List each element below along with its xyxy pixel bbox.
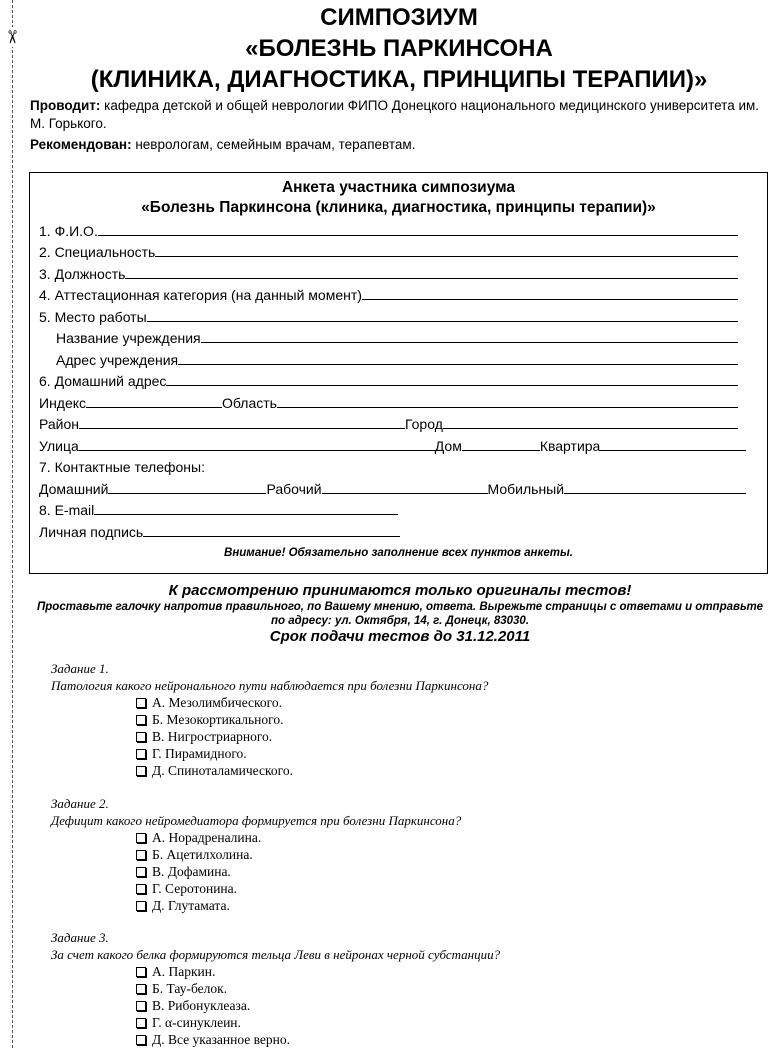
option-label: В. Рибонуклеаза.: [152, 998, 251, 1013]
workplace-label: 5. Место работы: [39, 309, 147, 325]
option-label: В. Дофамина.: [152, 864, 231, 879]
task-options: [136, 694, 751, 779]
task-options: [136, 963, 751, 1048]
answer-option[interactable]: [136, 863, 751, 880]
street-row: [39, 434, 746, 454]
option-label: Д. Все указанное верно.: [152, 1032, 291, 1047]
checkbox-icon[interactable]: [136, 850, 146, 860]
name-label: 1. Ф.И.О.: [39, 223, 98, 239]
home-address-field[interactable]: [39, 369, 738, 389]
specialty-label: 2. Специальность: [39, 244, 156, 260]
institution-address-input-line[interactable]: [178, 364, 738, 365]
task-question: Патология какого нейронального пути наблюдается при болезни Паркинсона?: [51, 678, 489, 693]
answer-option[interactable]: [136, 829, 751, 846]
apartment-label: Квартира: [539, 438, 601, 454]
email-label: 8. E-mail: [39, 502, 95, 518]
phones-heading: [39, 455, 738, 475]
task-question: За счет какого белка формируются тельца Леви в нейронах черной субстанции?: [51, 947, 501, 962]
index-region-row: [39, 391, 738, 411]
city-label: Город: [405, 416, 443, 432]
cut-line: [12, 0, 13, 1048]
option-label: Б. Тау-белок.: [152, 981, 228, 996]
recommended-text: неврологам, семейным врачам, терапевтам.: [131, 137, 416, 152]
task-title: Задание 2.: [51, 796, 109, 811]
task-question: Дефицит какого нейромедиатора формируется при болезни Паркинсона?: [51, 813, 462, 828]
answer-option[interactable]: [136, 846, 751, 863]
position-input-line[interactable]: [125, 278, 738, 279]
phones-row: [39, 477, 746, 497]
home-address-input-line[interactable]: [166, 385, 738, 386]
option-label: Б. Мезокортикального.: [152, 712, 284, 727]
signature-field[interactable]: [39, 520, 400, 540]
task-2: [51, 795, 751, 914]
answer-option[interactable]: [136, 963, 751, 980]
institution-address-label: Адрес учреждения: [56, 352, 179, 368]
option-label: Д. Глутамата.: [152, 898, 230, 913]
category-field[interactable]: [39, 283, 738, 303]
answer-option[interactable]: [136, 980, 751, 997]
email-input-line[interactable]: [94, 514, 398, 515]
answer-option[interactable]: [136, 711, 751, 728]
city-input-line[interactable]: [443, 428, 738, 429]
task-title: Задание 1.: [51, 661, 109, 676]
option-label: Г. Пирамидного.: [152, 746, 247, 761]
workplace-field[interactable]: [39, 305, 738, 325]
house-label: Дом: [434, 438, 462, 454]
house-input-line[interactable]: [462, 450, 540, 451]
phone-work-label: Рабочий: [266, 481, 322, 497]
form-attention-note: Внимание! Обязательно заполнение всех пунктов анкеты.: [224, 547, 573, 559]
answer-option[interactable]: [136, 694, 751, 711]
phone-mobile-label: Мобильный: [487, 481, 565, 497]
email-field[interactable]: [39, 498, 398, 518]
checkbox-icon[interactable]: [136, 984, 146, 994]
deadline-notice: Срок подачи тестов до 31.12.2011: [269, 628, 531, 645]
street-input-line[interactable]: [79, 450, 435, 451]
phone-work-input-line[interactable]: [322, 493, 488, 494]
phones-label: 7. Контактные телефоны:: [39, 459, 205, 475]
name-input-line[interactable]: [98, 235, 738, 236]
title-line-3: (КЛИНИКА, ДИАГНОСТИКА, ПРИНЦИПЫ ТЕРАПИИ)»: [90, 66, 708, 93]
checkbox-icon[interactable]: [136, 766, 146, 776]
answer-option[interactable]: [136, 1031, 751, 1048]
district-label: Район: [39, 416, 79, 432]
signature-label: Личная подпись: [39, 524, 144, 540]
checkbox-icon[interactable]: [136, 884, 146, 894]
checkbox-icon[interactable]: [136, 967, 146, 977]
title-line-2: «БОЛЕЗНЬ ПАРКИНСОНА: [245, 35, 553, 62]
recommended-label: Рекомендован:: [30, 137, 132, 152]
participant-form: [29, 172, 768, 574]
option-label: В. Нигростриарного.: [152, 729, 273, 744]
form-title: Анкета участника симпозиума: [281, 179, 516, 196]
phone-home-input-line[interactable]: [108, 493, 266, 494]
region-input-line[interactable]: [277, 407, 738, 408]
recommended-paragraph: [30, 136, 770, 154]
task-options: [136, 829, 751, 914]
checkbox-icon[interactable]: [136, 749, 146, 759]
index-input-line[interactable]: [86, 407, 222, 408]
answer-option[interactable]: [136, 1014, 751, 1031]
answer-option[interactable]: [136, 745, 751, 762]
checkbox-icon[interactable]: [136, 901, 146, 911]
institution-address-field[interactable]: [56, 348, 738, 368]
apartment-input-line[interactable]: [600, 450, 746, 451]
scissors-icon: ✂: [1, 27, 23, 47]
category-input-line[interactable]: [362, 299, 738, 300]
checkbox-icon[interactable]: [136, 833, 146, 843]
workplace-input-line[interactable]: [147, 321, 738, 322]
option-label: Г. Серотонина.: [152, 881, 238, 896]
specialty-field[interactable]: [39, 240, 738, 260]
phone-home-label: Домашний: [39, 481, 109, 497]
task-title: Задание 3.: [51, 930, 109, 945]
checkbox-icon[interactable]: [136, 1035, 146, 1045]
intro: [30, 97, 770, 157]
checkbox-icon[interactable]: [136, 732, 146, 742]
option-label: Д. Спиноталамического.: [152, 763, 293, 778]
name-field[interactable]: [39, 219, 738, 239]
task-1: [51, 660, 751, 779]
checkbox-icon[interactable]: [136, 867, 146, 877]
institution-name-input-line[interactable]: [201, 342, 738, 343]
institution-name-label: Название учреждения: [56, 330, 201, 346]
form-subtitle: «Болезнь Паркинсона (клиника, диагностика, принципы терапии)»: [141, 199, 656, 216]
home-address-label: 6. Домашний адрес: [39, 373, 167, 389]
position-field[interactable]: [39, 262, 738, 282]
option-label: Г. α-синуклеин.: [152, 1015, 241, 1030]
conducts-label: Проводит:: [30, 98, 101, 113]
option-label: А. Норадреналина.: [152, 830, 262, 845]
signature-input-line[interactable]: [143, 536, 400, 537]
conducts-text: кафедра детской и общей неврологии ФИПО Донецкого национального медицинского университета им. М. Горького.: [30, 98, 760, 131]
category-label: 4. Аттестационная категория (на данный момент): [39, 287, 362, 303]
region-label: Область: [222, 395, 277, 411]
option-label: Б. Ацетилхолина.: [152, 847, 253, 862]
answer-option[interactable]: [136, 880, 751, 897]
instructions-notice: Проставьте галочку напротив правильного, по Вашему мнению, ответа. Вырежьте страницы с ответами и отправьте по адресу: ул. Октября, 14, г. Донецк, 83030.: [37, 601, 763, 627]
checkbox-icon[interactable]: [136, 698, 146, 708]
originals-notice: К рассмотрению принимаются только оригиналы тестов!: [168, 582, 632, 599]
district-city-row: [39, 412, 738, 432]
title-line-1: СИМПОЗИУМ: [320, 4, 478, 31]
phone-mobile-input-line[interactable]: [564, 493, 746, 494]
answer-option[interactable]: [136, 728, 751, 745]
index-label: Индекс: [39, 395, 87, 411]
specialty-input-line[interactable]: [155, 256, 738, 257]
option-label: А. Паркин.: [152, 964, 216, 979]
answer-option[interactable]: [136, 897, 751, 914]
task-3: [51, 929, 751, 1048]
checkbox-icon[interactable]: [136, 1018, 146, 1028]
street-label: Улица: [39, 438, 79, 454]
conducts-paragraph: [30, 97, 770, 133]
page-title: [28, 2, 770, 95]
position-label: 3. Должность: [39, 266, 126, 282]
checkbox-icon[interactable]: [136, 715, 146, 725]
answer-option[interactable]: [136, 997, 751, 1014]
checkbox-icon[interactable]: [136, 1001, 146, 1011]
option-label: А. Мезолимбического.: [152, 695, 282, 710]
institution-name-field[interactable]: [56, 326, 738, 346]
district-input-line[interactable]: [79, 428, 405, 429]
answer-option[interactable]: [136, 762, 751, 779]
